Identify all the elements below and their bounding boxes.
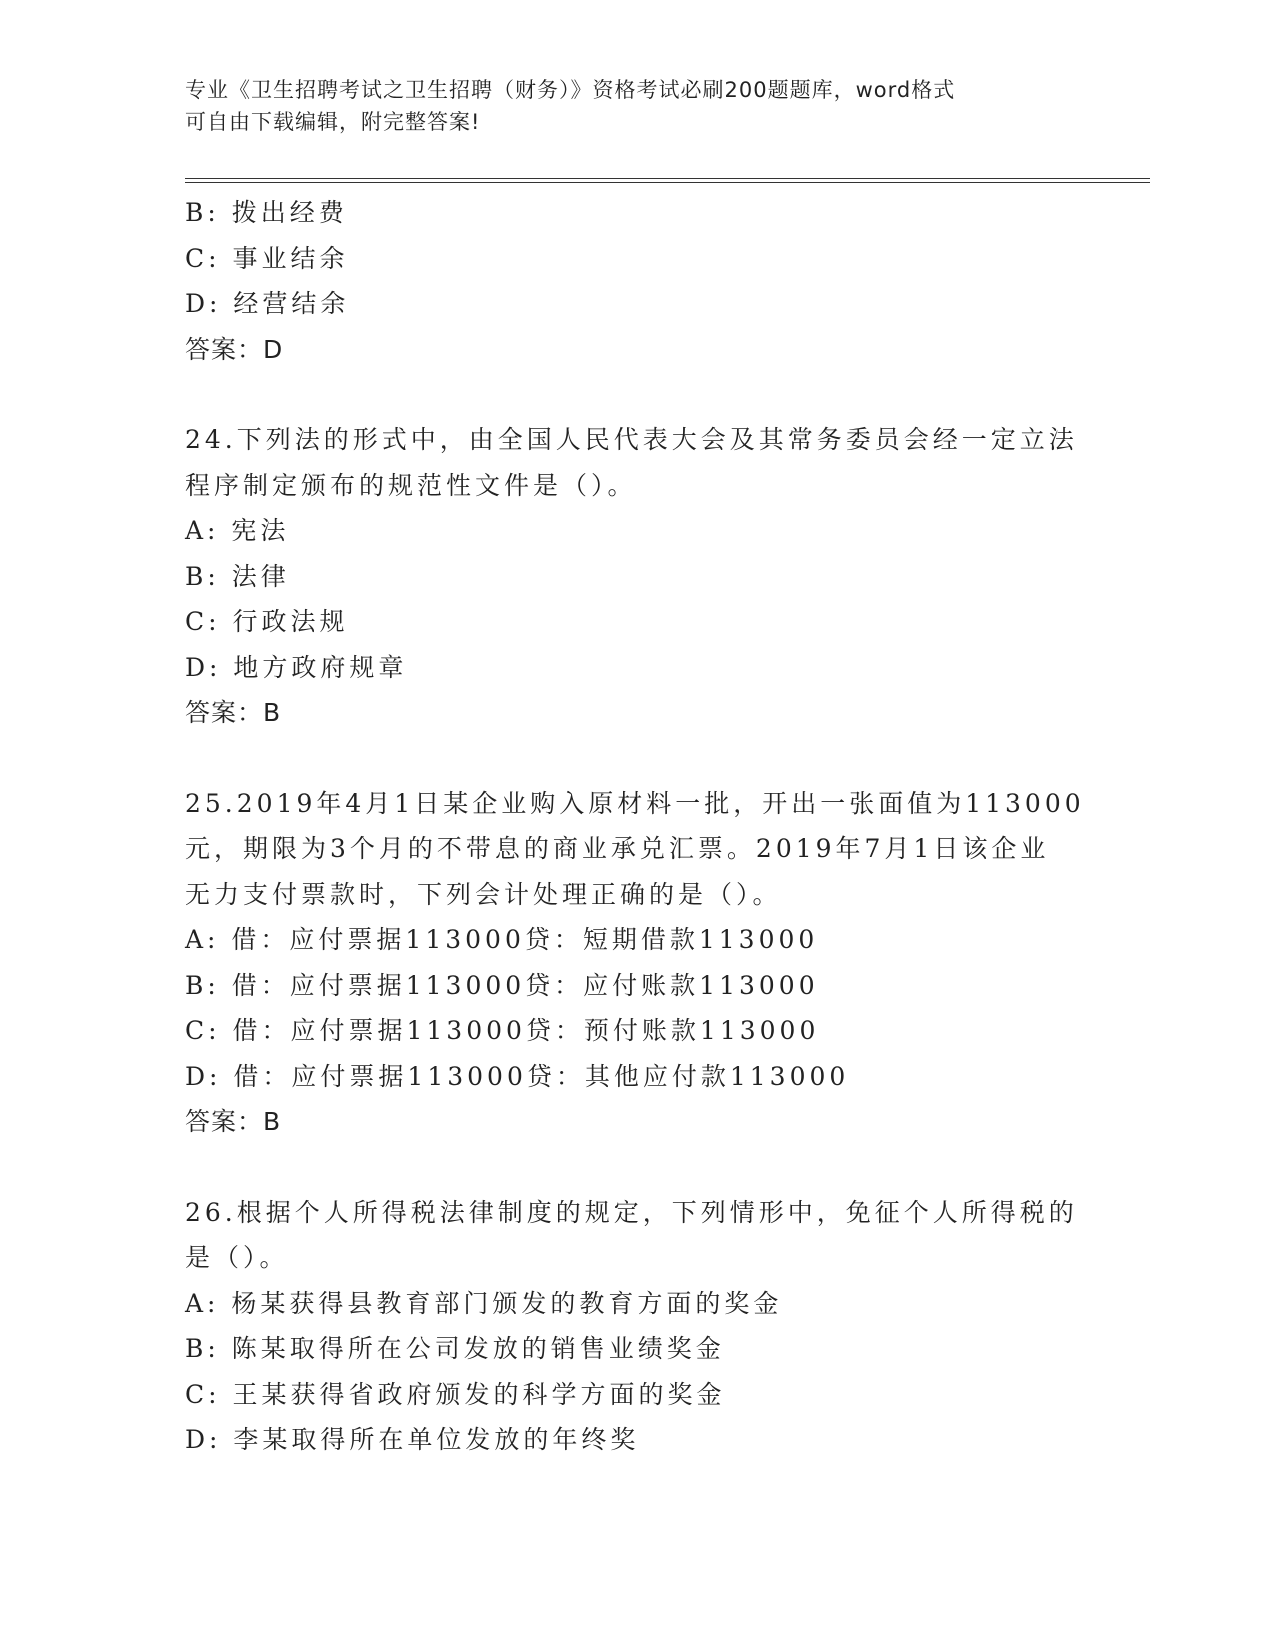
header-divider-top (185, 178, 1150, 179)
option-c: C: 王某获得省政府颁发的科学方面的奖金 (185, 1379, 726, 1409)
option-a: A: 借：应付票据113000贷：短期借款113000 (185, 925, 819, 954)
question-stem-line: 无力支付票款时，下列会计处理正确的是（）。 (185, 879, 782, 909)
option-c: C: 行政法规 (185, 607, 349, 636)
header-divider-bottom (185, 182, 1150, 183)
answer-line: 答案：B (185, 1107, 282, 1136)
question-24 (185, 417, 1085, 736)
option-c: C: 借：应付票据113000贷：预付账款113000 (185, 1016, 820, 1045)
question-25 (185, 781, 1085, 1145)
header-line-2: 可自由下载编辑，附完整答案! (185, 110, 481, 134)
option-b: B: 陈某取得所在公司发放的销售业绩奖金 (185, 1334, 725, 1363)
option-d: D: 地方政府规章 (185, 652, 408, 682)
document-header (185, 74, 1085, 138)
option-a: A: 杨某获得县教育部门颁发的教育方面的奖金 (185, 1288, 783, 1318)
question-23-continued (185, 190, 1085, 372)
spacer (185, 1145, 1085, 1190)
option-d: D: 李某取得所在单位发放的年终奖 (185, 1425, 640, 1454)
option-d: D: 经营结余 (185, 289, 350, 318)
option-b: B: 借：应付票据113000贷：应付账款113000 (185, 970, 819, 1000)
question-stem-line: 元，期限为3个月的不带息的商业承兑汇票。2019年7月1日该企业 (185, 834, 1050, 863)
spacer (185, 736, 1085, 781)
answer-line: 答案：B (185, 698, 282, 727)
option-b: B: 拨出经费 (185, 198, 348, 227)
question-26 (185, 1190, 1085, 1463)
question-stem-line: 26.根据个人所得税法律制度的规定，下列情形中，免征个人所得税的 (185, 1197, 1078, 1227)
question-stem-line: 程序制定颁布的规范性文件是（）。 (185, 470, 637, 500)
answer-line: 答案：D (185, 334, 284, 364)
option-c: C: 事业结余 (185, 243, 349, 273)
option-a: A: 宪法 (185, 516, 290, 545)
question-stem-line: 是（）。 (185, 1243, 289, 1272)
option-b: B: 法律 (185, 561, 290, 591)
header-line-1: 专业《卫生招聘考试之卫生招聘（财务）》资格考试必刷200题题库，word格式 (185, 78, 956, 102)
option-d: D: 借：应付票据113000贷：其他应付款113000 (185, 1061, 850, 1091)
question-stem-line: 24.下列法的形式中，由全国人民代表大会及其常务委员会经一定立法 (185, 425, 1078, 454)
question-stem-line: 25.2019年4月1日某企业购入原材料一批，开出一张面值为113000 (185, 788, 1085, 818)
document-body (185, 190, 1085, 1463)
spacer (185, 372, 1085, 417)
